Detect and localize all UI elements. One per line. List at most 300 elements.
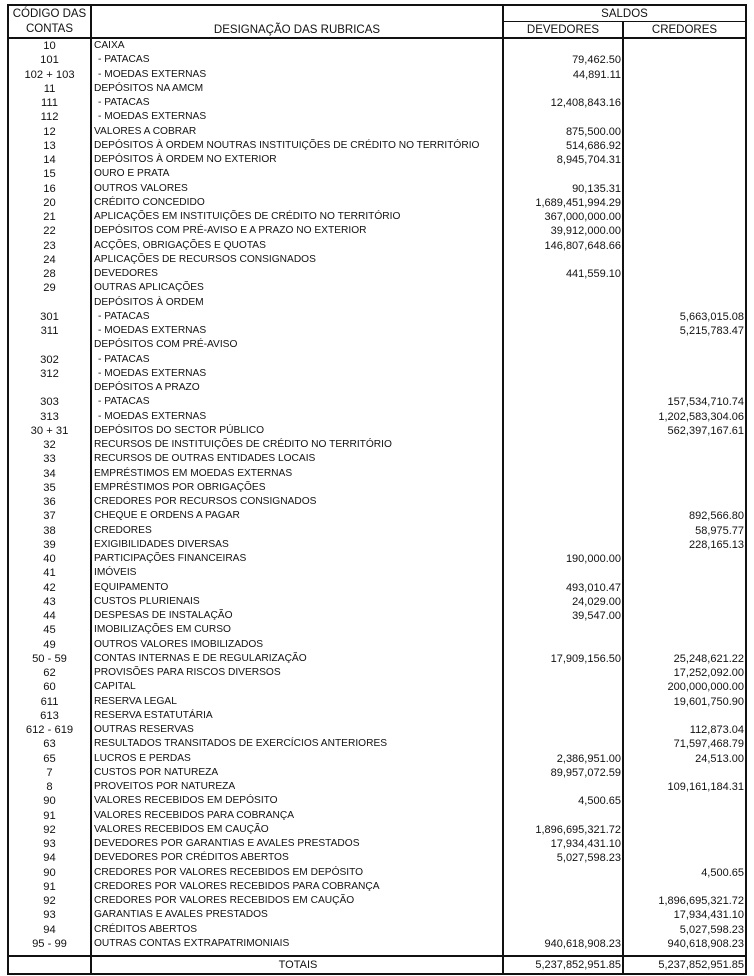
table-row: [8, 381, 746, 395]
designation: CREDORES POR VALORES RECEBIDOS EM DEPÓSITO: [91, 866, 503, 880]
debit-amount: [503, 353, 623, 367]
table-row: [8, 823, 746, 837]
designation: DEVEDORES POR GARANTIAS E AVALES PRESTADOS: [91, 837, 503, 851]
account-code: 35: [8, 481, 91, 495]
account-code: 28: [8, 267, 91, 281]
debit-amount: 89,957,072.59: [503, 766, 623, 780]
account-code: [8, 296, 91, 310]
account-code: 95 - 99: [8, 937, 91, 956]
table-row: [8, 196, 746, 210]
credit-amount: 562,397,167.61: [623, 424, 746, 438]
account-code: 112: [8, 110, 91, 124]
debit-amount: [503, 566, 623, 580]
credit-amount: [623, 709, 746, 723]
table-row: [8, 239, 746, 253]
debit-amount: [503, 509, 623, 523]
account-code: 33: [8, 452, 91, 466]
totals-credit: 5,237,852,951.85: [623, 956, 746, 974]
debit-amount: [503, 780, 623, 794]
credit-amount: 228,165.13: [623, 538, 746, 552]
debit-amount: [503, 167, 623, 181]
table-row: [8, 923, 746, 937]
debit-amount: 367,000,000.00: [503, 210, 623, 224]
debit-amount: 12,408,843.16: [503, 96, 623, 110]
debit-amount: [503, 395, 623, 409]
designation: GARANTIAS E AVALES PRESTADOS: [91, 908, 503, 922]
debit-amount: [503, 324, 623, 338]
credit-amount: [623, 837, 746, 851]
table-row: [8, 894, 746, 908]
table-row: [8, 524, 746, 538]
debit-amount: 875,500.00: [503, 125, 623, 139]
account-code: 93: [8, 837, 91, 851]
table-row: [8, 324, 746, 338]
credit-amount: [623, 125, 746, 139]
account-code: 302: [8, 353, 91, 367]
header-designation: DESIGNAÇÃO DAS RUBRICAS: [91, 5, 503, 38]
account-code: 8: [8, 780, 91, 794]
debit-amount: [503, 381, 623, 395]
designation: ACÇÕES, OBRIGAÇÕES E QUOTAS: [91, 239, 503, 253]
credit-amount: [623, 153, 746, 167]
credit-amount: [623, 880, 746, 894]
debit-amount: [503, 338, 623, 352]
table-row: [8, 353, 746, 367]
account-code: 313: [8, 410, 91, 424]
designation: CUSTOS POR NATUREZA: [91, 766, 503, 780]
designation: EMPRÉSTIMOS POR OBRIGAÇÕES: [91, 481, 503, 495]
designation: RESERVA ESTATUTÁRIA: [91, 709, 503, 723]
account-code: 612 - 619: [8, 723, 91, 737]
credit-amount: 892,566.80: [623, 509, 746, 523]
credit-amount: [623, 794, 746, 808]
totals-code-cell: [8, 956, 91, 974]
account-code: 93: [8, 908, 91, 922]
account-code: 10: [8, 38, 91, 53]
designation: - PATACAS: [91, 53, 503, 67]
account-code: 49: [8, 638, 91, 652]
table-row: [8, 766, 746, 780]
table-row: [8, 609, 746, 623]
designation: LUCROS E PERDAS: [91, 752, 503, 766]
account-code: 22: [8, 224, 91, 238]
debit-amount: [503, 82, 623, 96]
debit-amount: [503, 908, 623, 922]
credit-amount: [623, 296, 746, 310]
designation: - MOEDAS EXTERNAS: [91, 367, 503, 381]
designation: - PATACAS: [91, 353, 503, 367]
account-code: 36: [8, 495, 91, 509]
credit-amount: [623, 809, 746, 823]
credit-amount: 112,873.04: [623, 723, 746, 737]
balance-table: [7, 4, 747, 975]
designation: VALORES A COBRAR: [91, 125, 503, 139]
header-devedores: DEVEDORES: [503, 22, 623, 39]
designation: CRÉDITO CONCEDIDO: [91, 196, 503, 210]
credit-amount: [623, 239, 746, 253]
table-row: [8, 367, 746, 381]
table-row: [8, 438, 746, 452]
designation: OUTROS VALORES IMOBILIZADOS: [91, 638, 503, 652]
debit-amount: [503, 296, 623, 310]
designation: CHEQUE E ORDENS A PAGAR: [91, 509, 503, 523]
account-code: 90: [8, 866, 91, 880]
credit-amount: [623, 823, 746, 837]
designation: IMÓVEIS: [91, 566, 503, 580]
credit-amount: [623, 82, 746, 96]
account-code: [8, 381, 91, 395]
account-code: 43: [8, 595, 91, 609]
account-code: 65: [8, 752, 91, 766]
designation: DEPÓSITOS COM PRÉ-AVISO: [91, 338, 503, 352]
credit-amount: [623, 851, 746, 865]
table-row: [8, 68, 746, 82]
designation: DEPÓSITOS À ORDEM NO EXTERIOR: [91, 153, 503, 167]
account-code: 111: [8, 96, 91, 110]
credit-amount: [623, 53, 746, 67]
account-code: 40: [8, 552, 91, 566]
table-row: [8, 595, 746, 609]
designation: DEPÓSITOS NA AMCM: [91, 82, 503, 96]
debit-amount: 24,029.00: [503, 595, 623, 609]
designation: - MOEDAS EXTERNAS: [91, 110, 503, 124]
designation: DEPÓSITOS COM PRÉ-AVISO E A PRAZO NO EXTERIOR: [91, 224, 503, 238]
designation: CAIXA: [91, 38, 503, 53]
table-row: [8, 96, 746, 110]
credit-amount: [623, 595, 746, 609]
account-code: 11: [8, 82, 91, 96]
credit-amount: [623, 96, 746, 110]
credit-amount: 4,500.65: [623, 866, 746, 880]
account-code: 38: [8, 524, 91, 538]
account-code: 42: [8, 581, 91, 595]
credit-amount: [623, 167, 746, 181]
account-code: 37: [8, 509, 91, 523]
credit-amount: [623, 609, 746, 623]
credit-amount: [623, 110, 746, 124]
designation: - PATACAS: [91, 310, 503, 324]
account-code: 16: [8, 182, 91, 196]
designation: - MOEDAS EXTERNAS: [91, 410, 503, 424]
debit-amount: [503, 38, 623, 53]
designation: OUTROS VALORES: [91, 182, 503, 196]
account-code: 94: [8, 851, 91, 865]
designation: OUTRAS CONTAS EXTRAPATRIMONIAIS: [91, 937, 503, 956]
designation: RECURSOS DE OUTRAS ENTIDADES LOCAIS: [91, 452, 503, 466]
credit-amount: 109,161,184.31: [623, 780, 746, 794]
account-code: 50 - 59: [8, 652, 91, 666]
account-code: 12: [8, 125, 91, 139]
account-code: 613: [8, 709, 91, 723]
debit-amount: [503, 894, 623, 908]
designation: CRÉDITOS ABERTOS: [91, 923, 503, 937]
designation: CREDORES POR RECURSOS CONSIGNADOS: [91, 495, 503, 509]
credit-amount: [623, 281, 746, 295]
table-row: [8, 866, 746, 880]
debit-amount: [503, 424, 623, 438]
debit-amount: [503, 452, 623, 466]
debit-amount: [503, 438, 623, 452]
header-credores: CREDORES: [623, 22, 746, 39]
table-row: [8, 509, 746, 523]
designation: PROVISÕES PARA RISCOS DIVERSOS: [91, 666, 503, 680]
table-row: [8, 410, 746, 424]
table-row: [8, 666, 746, 680]
table-row: [8, 851, 746, 865]
credit-amount: 1,896,695,321.72: [623, 894, 746, 908]
designation: CREDORES: [91, 524, 503, 538]
designation: RECURSOS DE INSTITUIÇÕES DE CRÉDITO NO TERRITÓRIO: [91, 438, 503, 452]
account-code: 7: [8, 766, 91, 780]
balance-sheet: [7, 4, 745, 975]
totals-debit: 5,237,852,951.85: [503, 956, 623, 974]
credit-amount: 25,248,621.22: [623, 652, 746, 666]
credit-amount: [623, 267, 746, 281]
credit-amount: [623, 623, 746, 637]
table-row: [8, 538, 746, 552]
debit-amount: 1,689,451,994.29: [503, 196, 623, 210]
table-row: [8, 652, 746, 666]
credit-amount: [623, 467, 746, 481]
designation: CREDORES POR VALORES RECEBIDOS PARA COBRANÇA: [91, 880, 503, 894]
account-code: 23: [8, 239, 91, 253]
designation: VALORES RECEBIDOS EM CAUÇÃO: [91, 823, 503, 837]
designation: DEPÓSITOS A PRAZO: [91, 381, 503, 395]
debit-amount: 44,891.11: [503, 68, 623, 82]
designation: PROVEITOS POR NATUREZA: [91, 780, 503, 794]
account-code: 32: [8, 438, 91, 452]
debit-amount: 441,559.10: [503, 267, 623, 281]
debit-amount: [503, 809, 623, 823]
debit-amount: [503, 866, 623, 880]
table-row: [8, 566, 746, 580]
credit-amount: [623, 182, 746, 196]
table-row: [8, 296, 746, 310]
table-row: [8, 837, 746, 851]
table-row: [8, 281, 746, 295]
table-row: [8, 267, 746, 281]
credit-amount: 24,513.00: [623, 752, 746, 766]
designation: DEPÓSITOS À ORDEM: [91, 296, 503, 310]
debit-amount: [503, 880, 623, 894]
designation: - PATACAS: [91, 395, 503, 409]
account-code: 30 + 31: [8, 424, 91, 438]
account-code: 44: [8, 609, 91, 623]
table-row: [8, 623, 746, 637]
table-row: [8, 937, 746, 956]
account-code: 24: [8, 253, 91, 267]
credit-amount: [623, 495, 746, 509]
totals-row: [8, 956, 746, 974]
debit-amount: [503, 638, 623, 652]
table-body: [8, 38, 746, 956]
credit-amount: [623, 210, 746, 224]
account-code: 62: [8, 666, 91, 680]
debit-amount: [503, 923, 623, 937]
debit-amount: [503, 481, 623, 495]
designation: CREDORES POR VALORES RECEBIDOS EM CAUÇÃO: [91, 894, 503, 908]
debit-amount: 90,135.31: [503, 182, 623, 196]
credit-amount: 71,597,468.79: [623, 737, 746, 751]
table-row: [8, 167, 746, 181]
table-row: [8, 809, 746, 823]
table-row: [8, 253, 746, 267]
designation: PARTICIPAÇÕES FINANCEIRAS: [91, 552, 503, 566]
credit-amount: 17,252,092.00: [623, 666, 746, 680]
credit-amount: [623, 452, 746, 466]
account-code: 101: [8, 53, 91, 67]
credit-amount: [623, 38, 746, 53]
debit-amount: [503, 709, 623, 723]
table-row: [8, 794, 746, 808]
account-code: 15: [8, 167, 91, 181]
debit-amount: 2,386,951.00: [503, 752, 623, 766]
table-row: [8, 680, 746, 694]
table-row: [8, 723, 746, 737]
debit-amount: 39,912,000.00: [503, 224, 623, 238]
account-code: 92: [8, 823, 91, 837]
designation: APLICAÇÕES EM INSTITUIÇÕES DE CRÉDITO NO TERRITÓRIO: [91, 210, 503, 224]
debit-amount: [503, 737, 623, 751]
designation: DEVEDORES POR CRÉDITOS ABERTOS: [91, 851, 503, 865]
table-row: [8, 424, 746, 438]
designation: OUTRAS RESERVAS: [91, 723, 503, 737]
table-row: [8, 53, 746, 67]
account-code: 102 + 103: [8, 68, 91, 82]
account-code: 312: [8, 367, 91, 381]
debit-amount: 4,500.65: [503, 794, 623, 808]
header-saldos: SALDOS: [503, 5, 746, 22]
credit-amount: [623, 253, 746, 267]
table-row: [8, 737, 746, 751]
table-row: [8, 82, 746, 96]
designation: DEPÓSITOS À ORDEM NOUTRAS INSTITUIÇÕES DE CRÉDITO NO TERRITÓRIO: [91, 139, 503, 153]
account-code: 45: [8, 623, 91, 637]
designation: EMPRÉSTIMOS EM MOEDAS EXTERNAS: [91, 467, 503, 481]
account-code: 94: [8, 923, 91, 937]
account-code: 92: [8, 894, 91, 908]
credit-amount: [623, 196, 746, 210]
account-code: 611: [8, 695, 91, 709]
table-row: [8, 880, 746, 894]
debit-amount: 17,934,431.10: [503, 837, 623, 851]
table-row: [8, 38, 746, 53]
debit-amount: 5,027,598.23: [503, 851, 623, 865]
designation: VALORES RECEBIDOS PARA COBRANÇA: [91, 809, 503, 823]
debit-amount: [503, 310, 623, 324]
table-row: [8, 182, 746, 196]
credit-amount: 5,215,783.47: [623, 324, 746, 338]
debit-amount: [503, 281, 623, 295]
debit-amount: 8,945,704.31: [503, 153, 623, 167]
table-row: [8, 452, 746, 466]
designation: DESPESAS DE INSTALAÇÃO: [91, 609, 503, 623]
account-code: 29: [8, 281, 91, 295]
debit-amount: [503, 524, 623, 538]
designation: CAPITAL: [91, 680, 503, 694]
credit-amount: [623, 381, 746, 395]
table-row: [8, 338, 746, 352]
designation: EQUIPAMENTO: [91, 581, 503, 595]
account-code: 13: [8, 139, 91, 153]
designation: VALORES RECEBIDOS EM DEPÓSITO: [91, 794, 503, 808]
designation: CUSTOS PLURIENAIS: [91, 595, 503, 609]
table-row: [8, 139, 746, 153]
table-row: [8, 310, 746, 324]
table-row: [8, 125, 746, 139]
account-code: 301: [8, 310, 91, 324]
table-row: [8, 467, 746, 481]
table-row: [8, 908, 746, 922]
credit-amount: 940,618,908.23: [623, 937, 746, 956]
credit-amount: [623, 638, 746, 652]
credit-amount: 19,601,750.90: [623, 695, 746, 709]
account-code: 91: [8, 880, 91, 894]
account-code: 60: [8, 680, 91, 694]
table-row: [8, 581, 746, 595]
debit-amount: [503, 695, 623, 709]
account-code: 311: [8, 324, 91, 338]
designation: DEPÓSITOS DO SECTOR PÚBLICO: [91, 424, 503, 438]
debit-amount: 190,000.00: [503, 552, 623, 566]
designation: CONTAS INTERNAS E DE REGULARIZAÇÃO: [91, 652, 503, 666]
header-account-code-line2: CONTAS: [8, 22, 91, 39]
debit-amount: [503, 680, 623, 694]
credit-amount: [623, 438, 746, 452]
debit-amount: 79,462.50: [503, 53, 623, 67]
account-code: 63: [8, 737, 91, 751]
table-row: [8, 552, 746, 566]
debit-amount: 514,686.92: [503, 139, 623, 153]
table-row: [8, 780, 746, 794]
debit-amount: [503, 666, 623, 680]
account-code: 91: [8, 809, 91, 823]
debit-amount: 493,010.47: [503, 581, 623, 595]
designation: - MOEDAS EXTERNAS: [91, 324, 503, 338]
debit-amount: [503, 367, 623, 381]
table-row: [8, 110, 746, 124]
table-row: [8, 224, 746, 238]
designation: RESULTADOS TRANSITADOS DE EXERCÍCIOS ANTERIORES: [91, 737, 503, 751]
debit-amount: [503, 110, 623, 124]
credit-amount: [623, 367, 746, 381]
credit-amount: [623, 566, 746, 580]
debit-amount: [503, 253, 623, 267]
account-code: 41: [8, 566, 91, 580]
debit-amount: 940,618,908.23: [503, 937, 623, 956]
account-code: 14: [8, 153, 91, 167]
account-code: 34: [8, 467, 91, 481]
debit-amount: 146,807,648.66: [503, 239, 623, 253]
credit-amount: 17,934,431.10: [623, 908, 746, 922]
debit-amount: [503, 467, 623, 481]
designation: - MOEDAS EXTERNAS: [91, 68, 503, 82]
table-row: [8, 210, 746, 224]
designation: - PATACAS: [91, 96, 503, 110]
debit-amount: 1,896,695,321.72: [503, 823, 623, 837]
credit-amount: [623, 68, 746, 82]
credit-amount: [623, 766, 746, 780]
credit-amount: [623, 552, 746, 566]
credit-amount: 5,027,598.23: [623, 923, 746, 937]
credit-amount: 157,534,710.74: [623, 395, 746, 409]
credit-amount: 58,975.77: [623, 524, 746, 538]
debit-amount: 17,909,156.50: [503, 652, 623, 666]
credit-amount: [623, 338, 746, 352]
table-row: [8, 709, 746, 723]
credit-amount: 5,663,015.08: [623, 310, 746, 324]
account-code: 20: [8, 196, 91, 210]
